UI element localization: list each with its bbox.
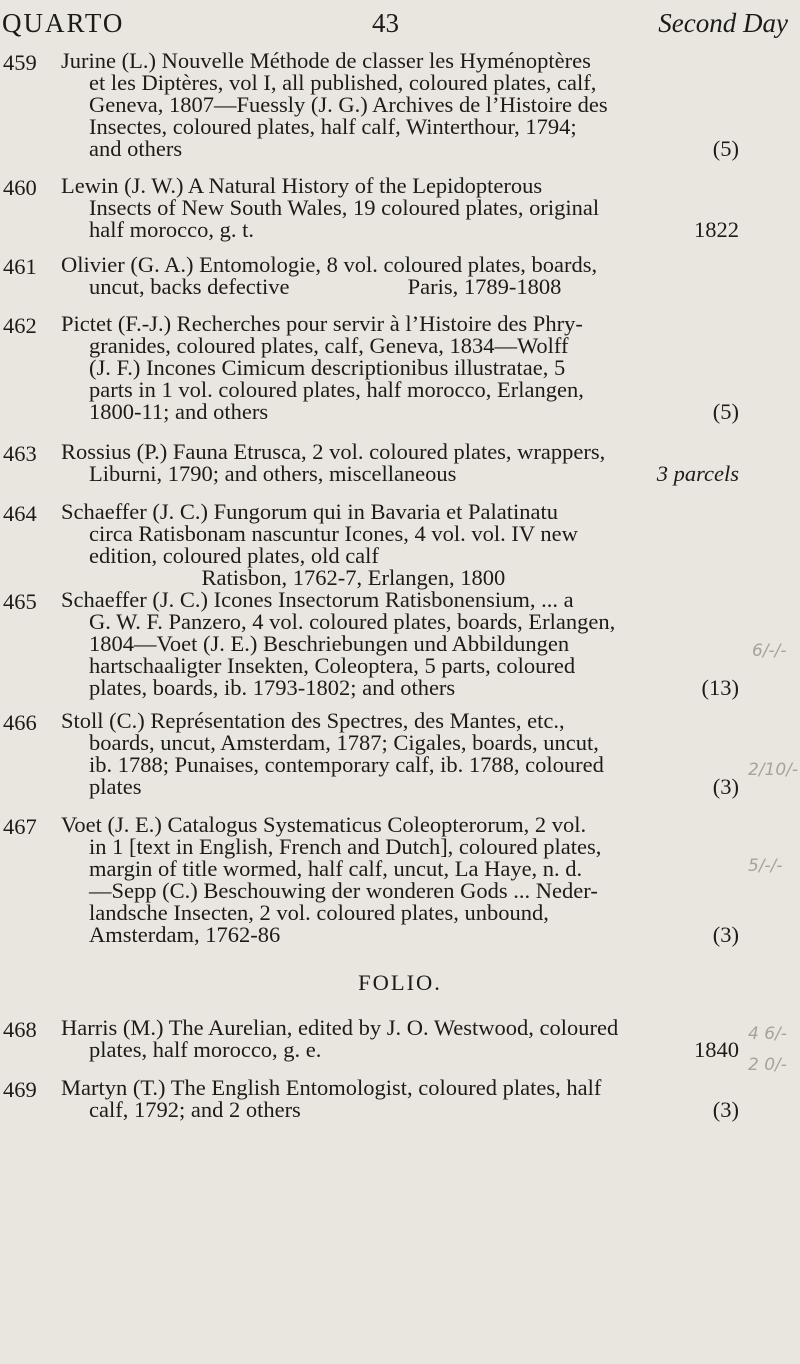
lot-line: boards, uncut, Amsterdam, 1787; Cigales, boards, uncut, [89, 730, 599, 755]
lot-number: 468 [3, 1017, 37, 1042]
lot-line: Stoll (C.) Représentation des Spectres, des Mantes, etc., [61, 708, 565, 733]
lot-description [61, 441, 739, 485]
lot-467 [0, 814, 739, 946]
lot-line: 1804—Voet (J. E.) Beschriebungen und Abbildungen [89, 631, 570, 656]
lot-description [61, 710, 739, 798]
lot-number: 462 [3, 313, 37, 338]
lot-line: hartschaaligter Insekten, Coleoptera, 5 parts, coloured [89, 653, 576, 678]
lot-date: 1840 [694, 1037, 739, 1062]
lot-line: Jurine (L.) Nouvelle Méthode de classer les Hyménoptères [61, 48, 591, 73]
header-format: QUARTO [2, 8, 125, 38]
lot-459 [0, 50, 739, 160]
section-heading: FOLIO. [358, 970, 442, 995]
lot-quantity: (5) [712, 136, 739, 161]
lot-quantity: (13) [701, 675, 739, 700]
lot-line: parts in 1 vol. coloured plates, half morocco, Erlangen, [89, 377, 584, 402]
lot-line: Harris (M.) The Aurelian, edited by J. O. Westwood, coloured [61, 1015, 619, 1040]
lot-line: (J. F.) Incones Cimicum descriptionibus illustratae, 5 [89, 355, 566, 380]
pencil-price-note: 2/10/- [748, 760, 799, 780]
lot-quantity: (3) [712, 774, 739, 799]
lot-number: 461 [3, 254, 37, 279]
pencil-price-note: 6/-/- [752, 641, 787, 661]
lot-line: uncut, backs defective Paris, 1789-1808 [89, 274, 562, 299]
lot-number: 469 [3, 1077, 37, 1102]
lot-number: 465 [3, 589, 37, 614]
lot-number: 466 [3, 710, 37, 735]
lot-description [61, 50, 739, 160]
lot-465 [0, 589, 739, 699]
lot-line: Pictet (F.-J.) Recherches pour servir à l’Histoire des Phry- [61, 311, 583, 336]
lot-description [61, 501, 739, 589]
lot-464 [0, 501, 739, 589]
lot-line: Insects of New South Wales, 19 coloured plates, original [89, 195, 600, 220]
lot-460 [0, 175, 739, 241]
header-day: Second Day [658, 8, 788, 38]
lot-line: circa Ratisbonam nascuntur Icones, 4 vol. vol. IV new [89, 521, 578, 546]
lot-line: in 1 [text in English, French and Dutch], coloured plates, [89, 834, 602, 859]
pencil-price-note: 5/-/- [748, 856, 783, 876]
lot-line: edition, coloured plates, old calf [89, 543, 379, 568]
lot-date: 1822 [694, 217, 739, 242]
lot-description [61, 254, 739, 298]
lot-description [61, 589, 739, 699]
lot-description [61, 1017, 739, 1061]
lot-quantity: (5) [712, 399, 739, 424]
lot-line: and others [89, 136, 183, 161]
lot-468 [0, 1017, 739, 1061]
lot-line: ib. 1788; Punaises, contemporary calf, ib. 1788, coloured [89, 752, 604, 777]
lot-line: et les Diptères, vol I, all published, coloured plates, calf, [89, 70, 597, 95]
lot-462 [0, 313, 739, 423]
lot-line: Olivier (G. A.) Entomologie, 8 vol. coloured plates, boards, [61, 252, 598, 277]
lot-line: Lewin (J. W.) A Natural History of the Lepidopterous [61, 173, 543, 198]
lot-466 [0, 710, 739, 798]
lot-description [61, 175, 739, 241]
lot-463 [0, 441, 739, 485]
lot-line: Insectes, coloured plates, half calf, Winterthour, 1794; [89, 114, 577, 139]
lot-line: margin of title wormed, half calf, uncut, La Haye, n. d. [89, 856, 583, 881]
lot-line: Liburni, 1790; and others, miscellaneous [89, 461, 457, 486]
lot-description [61, 814, 739, 946]
lot-line: granides, coloured plates, calf, Geneva, 1834—Wolff [89, 333, 569, 358]
lot-line: half morocco, g. t. [89, 217, 254, 242]
lot-number: 459 [3, 50, 37, 75]
lot-quantity: 3 parcels [656, 461, 739, 486]
page-header [0, 8, 800, 48]
lot-461 [0, 254, 739, 298]
lot-line: landsche Insecten, 2 vol. coloured plates, unbound, [89, 900, 549, 925]
lot-description [61, 313, 739, 423]
lot-line: plates [89, 774, 142, 799]
lot-number: 460 [3, 175, 37, 200]
lot-line: Rossius (P.) Fauna Etrusca, 2 vol. coloured plates, wrappers, [61, 439, 606, 464]
lot-number: 464 [3, 501, 37, 526]
lot-quantity: (3) [712, 922, 739, 947]
lot-description [61, 1077, 739, 1121]
lot-number: 467 [3, 814, 37, 839]
lot-469 [0, 1077, 739, 1121]
page-number: 43 [372, 8, 399, 38]
lot-line: Amsterdam, 1762-86 [89, 922, 281, 947]
lot-quantity: (3) [712, 1097, 739, 1122]
lot-line: plates, half morocco, g. e. [89, 1037, 322, 1062]
pencil-price-note: 2 0/- [748, 1055, 787, 1075]
lot-line: Geneva, 1807—Fuessly (J. G.) Archives de l’Histoire des [89, 92, 608, 117]
pencil-price-note: 4 6/- [748, 1024, 787, 1044]
lot-line: G. W. F. Panzero, 4 vol. coloured plates, boards, Erlangen, [89, 609, 616, 634]
lot-line: Schaeffer (J. C.) Icones Insectorum Ratisbonensium, ... a [61, 587, 574, 612]
lot-line: plates, boards, ib. 1793-1802; and others [89, 675, 456, 700]
lot-line: calf, 1792; and 2 others [89, 1097, 301, 1122]
lot-line: 1800-11; and others [89, 399, 269, 424]
lot-line: Schaeffer (J. C.) Fungorum qui in Bavaria et Palatinatu [61, 499, 558, 524]
lot-number: 463 [3, 441, 37, 466]
lot-line: —Sepp (C.) Beschouwing der wonderen Gods ... Neder- [89, 878, 598, 903]
lot-line: Ratisbon, 1762-7, Erlangen, 1800 [89, 565, 506, 590]
lot-line: Voet (J. E.) Catalogus Systematicus Coleopterorum, 2 vol. [61, 812, 587, 837]
lot-line: Martyn (T.) The English Entomologist, coloured plates, half [61, 1075, 602, 1100]
